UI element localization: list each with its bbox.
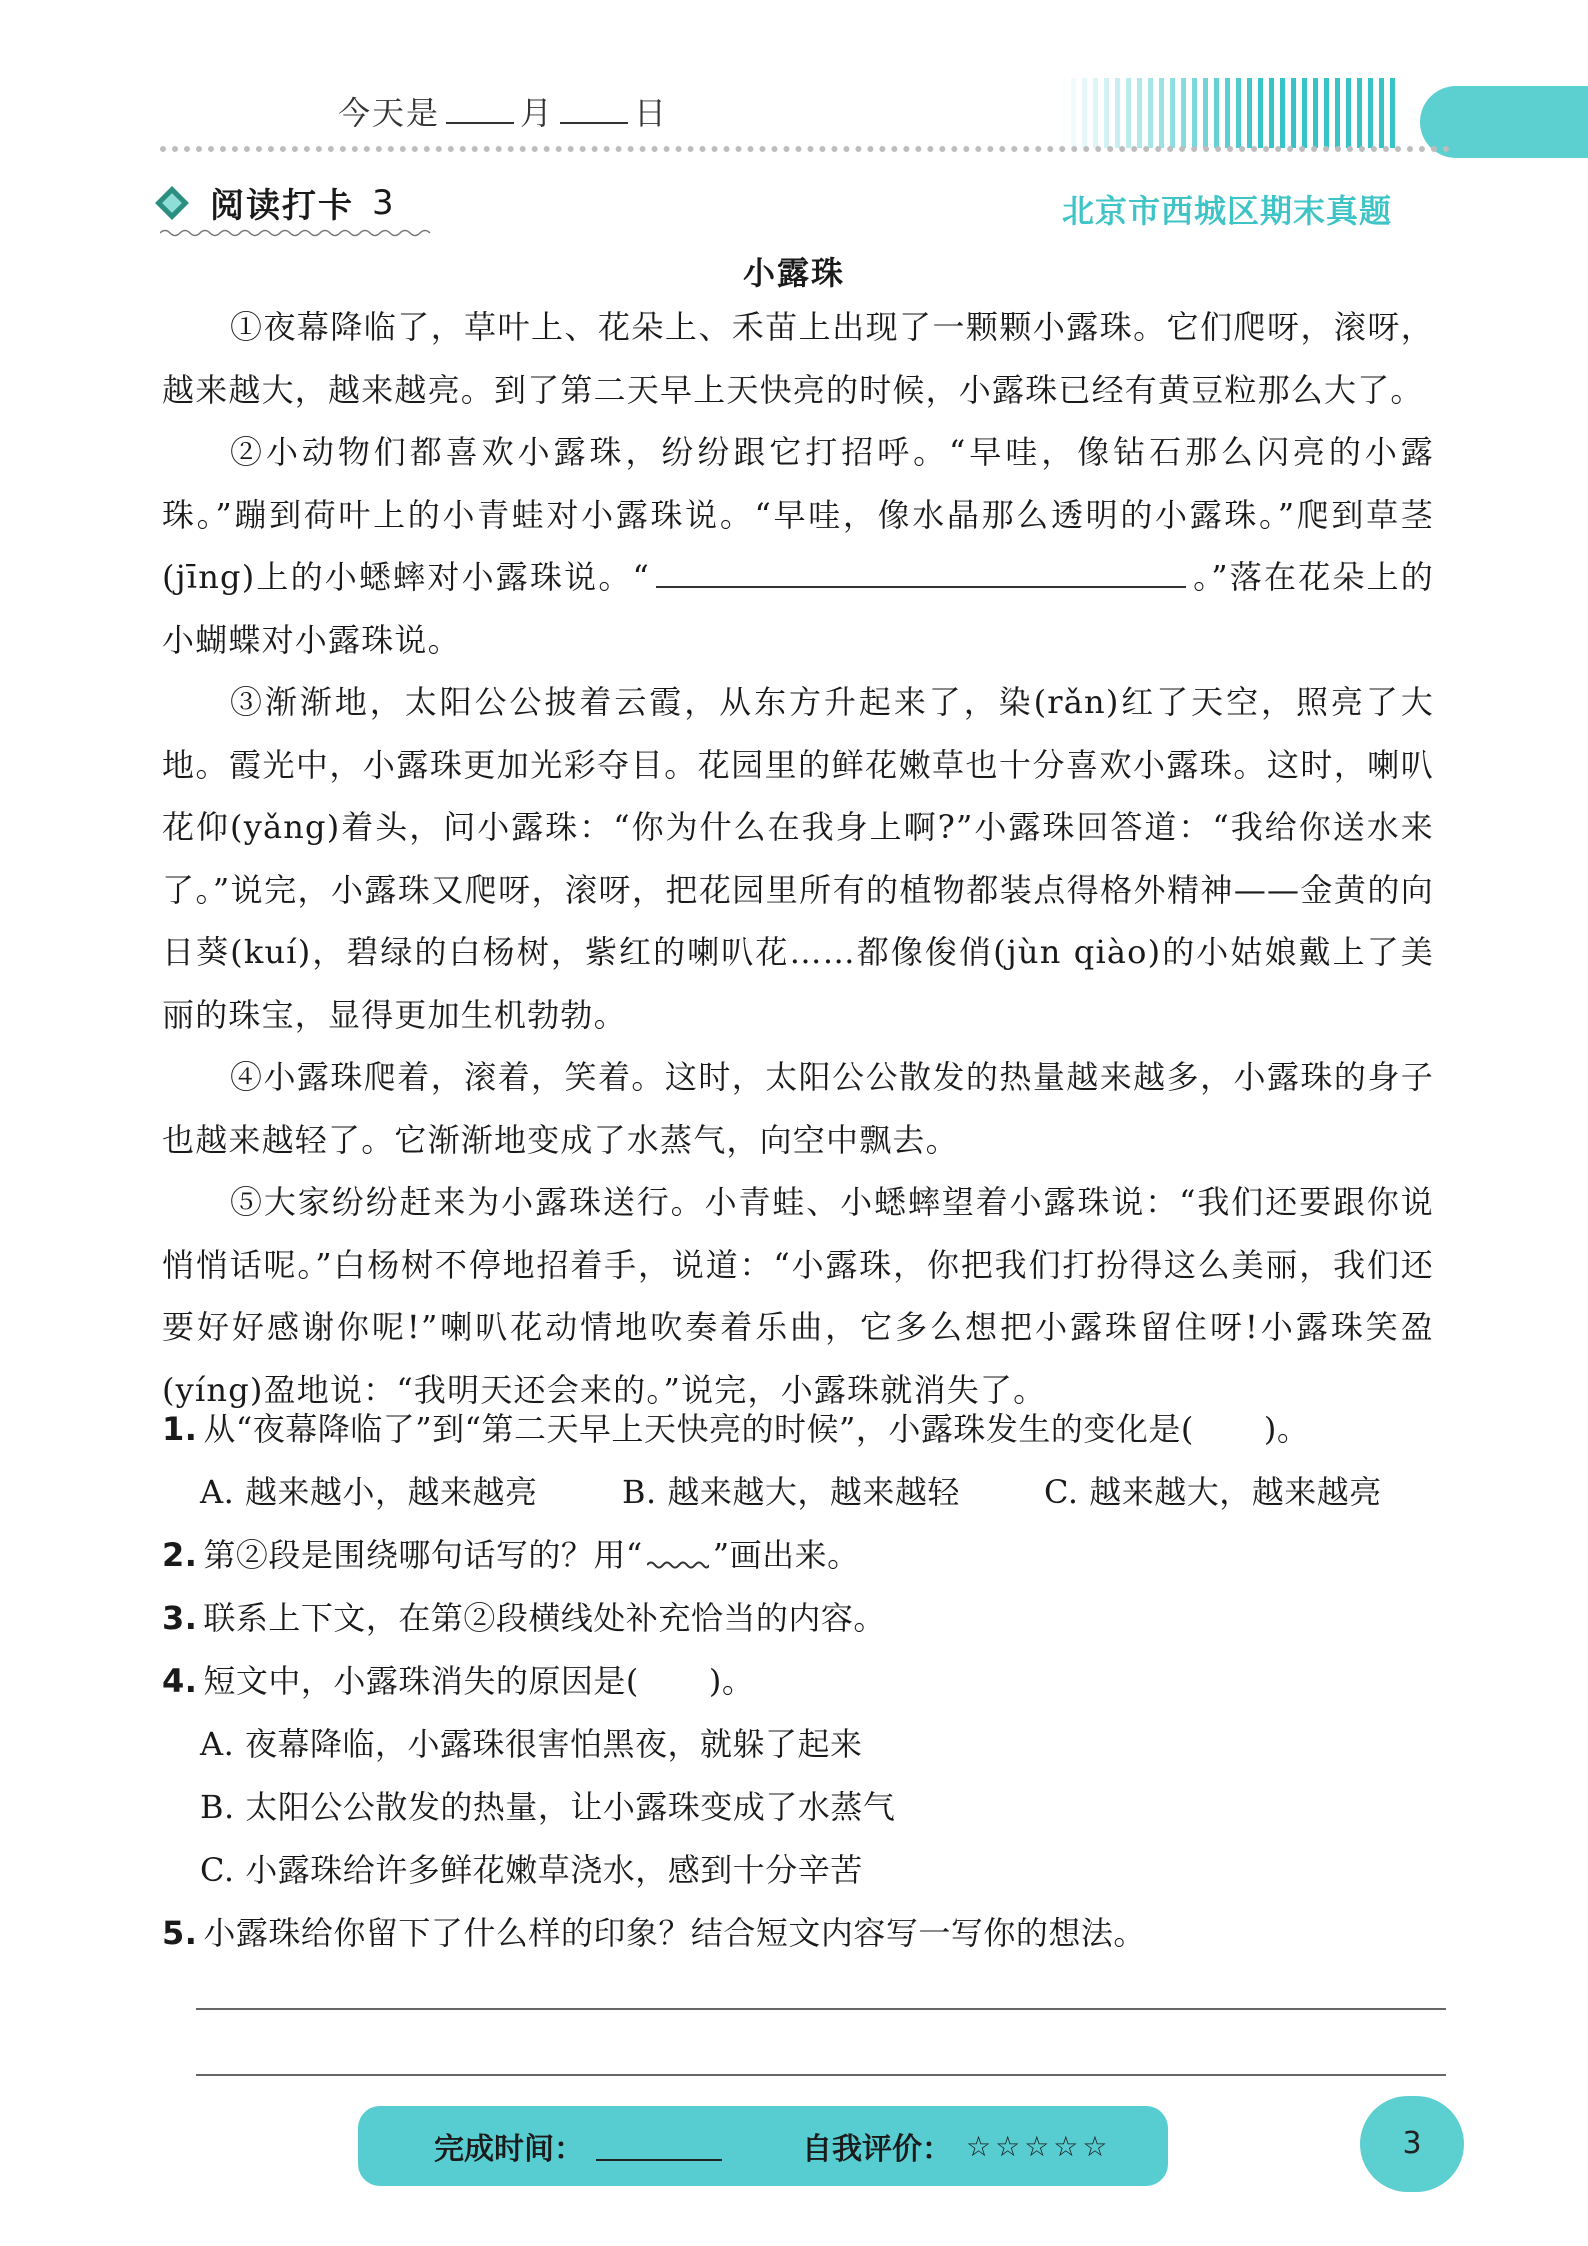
question-2-end: ”画出来。: [712, 1536, 860, 1574]
month-label: 月: [520, 94, 555, 132]
day-blank[interactable]: [560, 96, 628, 124]
fill-in-blank-line[interactable]: [656, 556, 1186, 588]
option-1c[interactable]: C. 越来越大，越来越亮: [1044, 1473, 1382, 1511]
completion-time-blank[interactable]: [596, 2131, 722, 2161]
self-evaluation-label: 自我评价：: [802, 2132, 952, 2167]
article-body: [162, 296, 1434, 1421]
option-1a[interactable]: A. 越来越小，越来越亮: [200, 1473, 538, 1511]
question-3-number: 3.: [162, 1599, 198, 1637]
month-blank[interactable]: [446, 96, 514, 124]
article-title: 小露珠: [742, 254, 845, 292]
question-2: [162, 1524, 1452, 1587]
option-4a[interactable]: A. 夜幕降临，小露珠很害怕黑夜，就躲了起来: [200, 1725, 863, 1763]
option-4c[interactable]: C. 小露珠给许多鲜花嫩草浇水，感到十分辛苦: [200, 1851, 863, 1889]
question-1-end: )。: [1263, 1410, 1310, 1448]
questions: [162, 1398, 1452, 1965]
paragraph-1: ①夜幕降临了，草叶上、花朵上、禾苗上出现了一颗颗小露珠。它们爬呀，滚呀，越来越大，越来越亮。到了第二天早上天快亮的时候，小露珠已经有黄豆粒那么大了。: [162, 308, 1434, 409]
completion-time-label: 完成时间：: [434, 2132, 584, 2167]
question-5-text: 小露珠给你留下了什么样的印象？结合短文内容写一写你的想法。: [203, 1914, 1146, 1952]
paragraph-2: [162, 421, 1434, 671]
question-4-end: )。: [708, 1662, 755, 1700]
option-1b[interactable]: B. 越来越大，越来越轻: [622, 1473, 960, 1511]
source-tag: 北京市西城区期末真题: [1062, 192, 1393, 230]
decorative-stripes: [1060, 78, 1400, 148]
dotted-divider: [160, 146, 1450, 152]
question-1-text: 从“夜幕降临了”到“第二天早上天快亮的时候”，小露珠发生的变化是(: [203, 1410, 1194, 1448]
date-line: [338, 88, 668, 134]
option-4b[interactable]: B. 太阳公公散发的热量，让小露珠变成了水蒸气: [200, 1788, 896, 1826]
section-title: [160, 178, 394, 227]
wavy-line-icon: [643, 1538, 713, 1566]
question-4-number: 4.: [162, 1662, 198, 1700]
diamond-icon: [155, 186, 189, 220]
day-label: 日: [634, 94, 669, 132]
question-3: [162, 1587, 1452, 1650]
footer-bar: [358, 2106, 1168, 2186]
question-5: [162, 1902, 1452, 1965]
star-rating[interactable]: ☆☆☆☆☆: [966, 2129, 1112, 2163]
section-label: 阅读打卡: [210, 186, 354, 226]
answer-line-1[interactable]: [196, 2008, 1446, 2010]
page-number: 3: [1360, 2096, 1464, 2192]
question-5-number: 5.: [162, 1914, 198, 1952]
question-3-text: 联系上下文，在第②段横线处补充恰当的内容。: [203, 1599, 886, 1637]
question-1-options: [162, 1461, 1452, 1524]
section-number: 3: [372, 182, 394, 223]
question-2-text: 第②段是围绕哪句话写的？用“: [203, 1536, 643, 1574]
paragraph-2-start: ②小动物们都喜欢小露珠，纷纷跟它打招呼。“早哇，像钻石那么闪亮的小露珠。”蹦到荷叶上的小青蛙对小露珠说。“早哇，像水晶那么透明的小露珠。”爬到草茎(jīng)上的小蟋蟀对小露珠说。“: [162, 433, 1434, 596]
question-1-number: 1.: [162, 1410, 198, 1448]
paragraph-4: ④小露珠爬着，滚着，笑着。这时，太阳公公散发的热量越来越多，小露珠的身子也越来越轻了。它渐渐地变成了水蒸气，向空中飘去。: [162, 1058, 1434, 1159]
paragraph-2-end: 。”落在花朵上的小蝴蝶对小露珠说。: [162, 558, 1434, 659]
question-2-number: 2.: [162, 1536, 198, 1574]
question-4: [162, 1650, 1452, 1713]
question-1: [162, 1398, 1452, 1461]
paragraph-3: ③渐渐地，太阳公公披着云霞，从东方升起来了，染(rǎn)红了天空，照亮了大地。霞光中，小露珠更加光彩夺目。花园里的鲜花嫩草也十分喜欢小露珠。这时，喇叭花仰(yǎng)着头，问小露珠：“你为什么在我身上啊?”小露珠回答道：“我给你送水来了。”说完，小露珠又爬呀，滚呀，把花园里所有的植物都装点得格外精神——金黄的向日葵(kuí)，碧绿的白杨树，紫红的喇叭花……都像俊俏(jùn qiào)的小姑娘戴上了美丽的珠宝，显得更加生机勃勃。: [162, 683, 1434, 1034]
date-prefix: 今天是: [338, 94, 441, 132]
paragraph-5: ⑤大家纷纷赶来为小露珠送行。小青蛙、小蟋蟀望着小露珠说：“我们还要跟你说悄悄话呢。”白杨树不停地招着手，说道：“小露珠，你把我们打扮得这么美丽，我们还要好好感谢你呢!”喇叭花动情地吹奏着乐曲，它多么想把小露珠留住呀!小露珠笑盈(yíng)盈地说：“我明天还会来的。”说完，小露珠就消失了。: [162, 1183, 1434, 1409]
question-4-text: 短文中，小露珠消失的原因是(: [203, 1662, 639, 1700]
answer-line-2[interactable]: [196, 2074, 1446, 2076]
wavy-underline: [160, 228, 432, 238]
